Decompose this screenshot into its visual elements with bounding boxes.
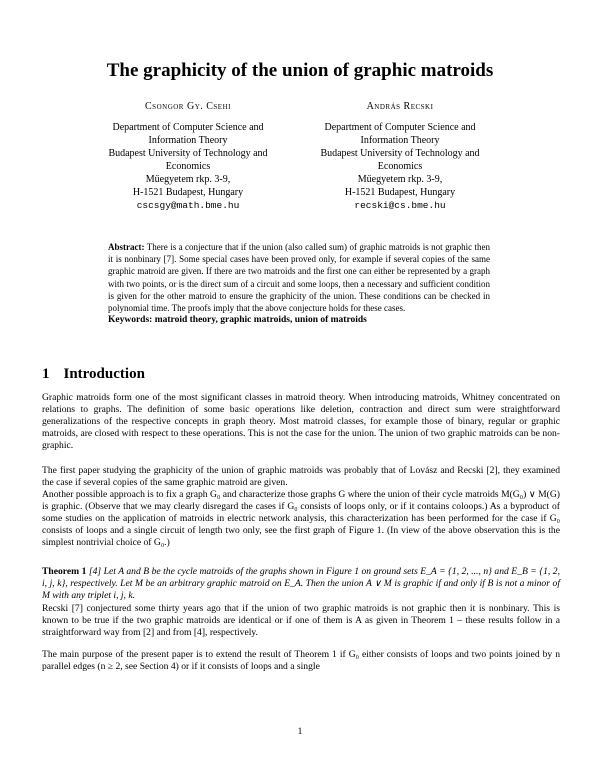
author-email: cscsgy@math.bme.hu (136, 200, 240, 211)
affiliation-line: H-1521 Budapest, Hungary (344, 187, 456, 198)
affiliation-line: Department of Computer Science and (324, 122, 476, 133)
abstract-text: There is a conjecture that if the union (also called sum) of graphic matroids is not graphic then it is nonbinary [7]. Some special cases have been proved only, for example if several copies of the same graphic matroid are given. If there are two matroids and the first one can either be represented by a graph with two points, or is the direct sum of a circuit and some loops, then a necessary and sufficient condition is given for the other matroid to ensure the graphicity of the union. These conditions can be checked in polynomial time. The proofs imply that the above conjecture holds for these cases. (108, 242, 490, 314)
affiliation-line: Budapest University of Technology and (320, 148, 480, 159)
keywords: Keywords: matroid theory, graphic matroids, union of matroids (108, 315, 367, 325)
page-number: 1 (297, 727, 303, 737)
affiliation-line: Information Theory (360, 135, 440, 146)
theorem-label: Theorem 1 (42, 566, 87, 577)
author-block-1 (78, 100, 298, 212)
intro-paragraph-2 (42, 465, 560, 489)
affiliation-line: H-1521 Budapest, Hungary (132, 187, 244, 198)
affiliation-line: Economics (165, 161, 211, 172)
affiliation-line: Department of Computer Science and (112, 122, 264, 133)
affiliation-line: Műegyetem rkp. 3-9, (145, 174, 231, 185)
intro-paragraph-1 (42, 392, 560, 452)
intro-paragraph-4 (42, 603, 560, 639)
theorem-text: Let A and B be the cycle matroids of the graphs shown in Figure 1 on ground sets E_A = {1, 2, ..., n} and E_B = {1, 2, i, j, k}, respectively. Let M be an arbitrary graphic matroid on E_A. Then the union A ∨ M is graphic if and only if B is not a minor of M with any triplet i, j, k. (42, 566, 560, 602)
paragraph-text: Graphic matroids form one of the most significant classes in matroid theory. When introducing matroids, Whitney concentrated on relations to graphs. The definition of some basic operations like deletion, contraction and direct sum were straightforward generalizations of the respective concepts in graph theory. Most matroid classes, for example those of binary, regular or graphic matroids, are closed with respect to these operations. This is not the case for the union. The union of two graphic matroids can be non-graphic. (42, 392, 560, 452)
paragraph-text: Recski [7] conjectured some thirty years ago that if the union of two graphic matroids is not graphic then it is nonbinary. This is known to be true if the two graphic matroids are identical or if one of them is A as given in Theorem 1 – these results follow in a straightforward way from [2] and from [4], respectively. (42, 603, 560, 639)
abstract (108, 241, 490, 314)
author-name: András Recski (366, 101, 434, 112)
author-name: Csongor Gy. Csehi (145, 101, 231, 112)
theorem-1 (42, 566, 560, 602)
section-title: Introduction (63, 366, 145, 382)
paragraph-text: Another possible approach is to fix a graph G₀ and characterize those graphs G where the union of their cycle matroids M(G₀) ∨ M(G) is graphic. (Observe that we may clearly disregard the cases if G₀ consists of loops only, or if it contains coloops.) As a byproduct of some studies on the application of matroids in electric network analysis, this characterization has been performed for the case if G₀ consists of loops and a single circuit of length two only, see the first graph of Figure 1. (In view of the above observation this is the simplest nontrivial choice of G₀.) (42, 489, 560, 549)
affiliation-line: Economics (377, 161, 423, 172)
abstract-label: Abstract: (108, 242, 145, 252)
section-number: 1 (42, 366, 50, 382)
affiliation-line: Information Theory (148, 135, 228, 146)
paragraph-text: The first paper studying the graphicity of the union of graphic matroids was probably that of Lovász and Recski [2], they examined the case if several copies of the same graphic matroid are given. (42, 465, 560, 489)
paragraph-text: The main purpose of the present paper is to extend the result of Theorem 1 if G₀ either consists of loops and two points joined by n parallel edges (n ≥ 2, see Section 4) or if it consists of loops and a single (42, 649, 560, 673)
author-block-2 (290, 100, 510, 212)
intro-paragraph-5 (42, 649, 560, 673)
affiliation-line: Műegyetem rkp. 3-9, (357, 174, 443, 185)
intro-paragraph-3 (42, 489, 560, 549)
affiliation-line: Budapest University of Technology and (108, 148, 268, 159)
theorem-ref: [4] (88, 566, 102, 577)
section-heading (42, 366, 145, 383)
paper-title: The graphicity of the union of graphic matroids (106, 60, 494, 81)
author-email: recski@cs.bme.hu (354, 200, 446, 211)
